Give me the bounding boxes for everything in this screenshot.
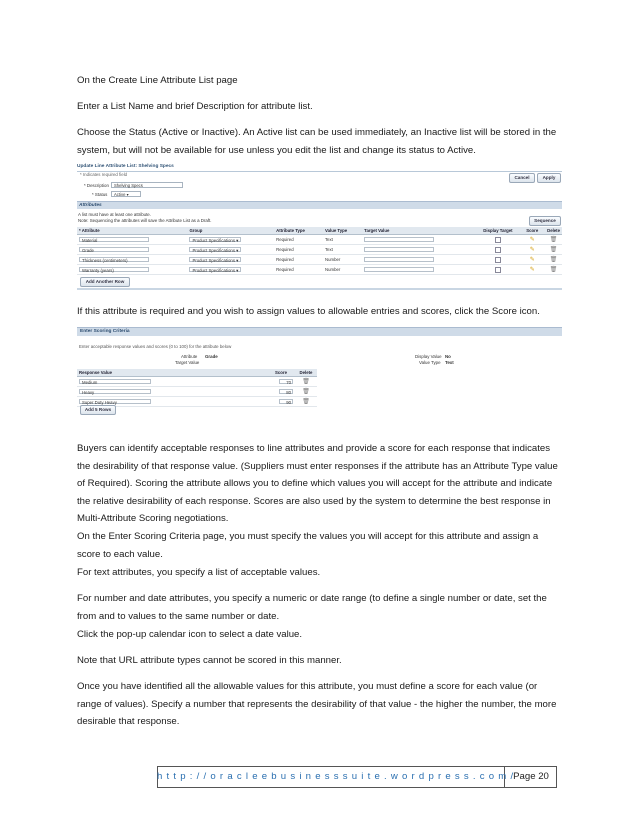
attribute-type: Required xyxy=(274,265,323,275)
sequence-button[interactable]: Sequence xyxy=(529,216,561,226)
score-pencil-icon[interactable]: ✎ xyxy=(529,257,535,263)
paragraph-intro: On the Create Line Attribute List page xyxy=(77,75,238,86)
col-delete: Delete xyxy=(295,369,317,377)
delete-trash-icon[interactable]: 🗑 xyxy=(549,257,558,263)
group-select[interactable]: Product Specifications ▾ xyxy=(189,247,241,252)
col-target-value: Target Value xyxy=(362,227,476,235)
description-field[interactable]: Shelving Specs xyxy=(111,182,183,188)
col-delete: Delete xyxy=(547,228,560,233)
table-row xyxy=(77,255,562,265)
attribute-value: Grade xyxy=(205,354,218,359)
screenshot-scoring-criteria xyxy=(77,327,562,427)
table-row xyxy=(77,265,562,275)
paragraph-allowable-values: Once you have identified all the allowable values for this attribute, you must define a score for each value (or range of values). Specify a number that represents the desirability of that value - the higher the number, the more desirable that response. xyxy=(77,681,557,727)
delete-trash-icon[interactable]: 🗑 xyxy=(549,247,558,253)
shot1-title: Update Line Attribute List: Shelving Specs xyxy=(77,164,174,169)
col-response-value: Response Value xyxy=(77,369,267,377)
value-type: Number xyxy=(323,265,362,275)
value-type: Text xyxy=(445,360,454,365)
sequence-note: Note: Sequencing the attributes will save the Attribute List as a Draft. xyxy=(78,218,212,223)
paragraph-status: Choose the Status (Active or Inactive). An Active list can be used immediately, an Inactive list will be stored in the system, but will not be available for use unless you edit the list and change its status to Active. xyxy=(77,127,557,156)
attributes-table xyxy=(77,227,562,275)
table-row xyxy=(77,387,317,397)
target-value-input[interactable] xyxy=(364,237,434,242)
target-value-input[interactable] xyxy=(364,247,434,252)
score-input[interactable]: 90 xyxy=(279,399,293,404)
target-value-label: Target Value xyxy=(175,360,200,365)
group-select[interactable]: Product Specifications ▾ xyxy=(189,267,241,272)
required-note: * Indicates required field xyxy=(80,172,128,177)
display-value-label: Display Value xyxy=(415,354,442,359)
value-type-label: Value Type xyxy=(419,360,441,365)
description-label: * Description xyxy=(84,183,109,188)
status-label: * Status xyxy=(92,192,108,197)
col-attribute: * Attribute xyxy=(77,227,187,235)
delete-trash-icon[interactable]: 🗑 xyxy=(549,237,558,243)
paragraph-buyers: Buyers can identify acceptable responses to line attributes and provide a score for each response that indicates the desirability of that response value. (Suppliers must enter responses if the attribute has an Attribute Type value of Required). Scoring the attribute allows you to define which values you will accept for the attribute and indicate the relative desirability of each response. Scores are also used by the system to determine the best response in Multi-Attribute Scoring negotiations. xyxy=(77,443,558,524)
status-select[interactable]: Active ▾ xyxy=(111,191,141,197)
score-input[interactable]: 80 xyxy=(279,389,293,394)
col-display-target: Display Target xyxy=(476,227,519,235)
paragraph-scoring-page: On the Enter Scoring Criteria page, you must specify the values you will accept for this attribute and assign a score to each value. xyxy=(77,531,539,560)
attributes-section-header: Attributes xyxy=(77,201,562,209)
apply-button[interactable]: Apply xyxy=(537,173,561,183)
paragraph-list-name: Enter a List Name and brief Description for attribute list. xyxy=(77,101,313,112)
value-type: Text xyxy=(323,235,362,245)
cancel-button[interactable]: Cancel xyxy=(509,173,535,183)
col-attribute-type: Attribute Type xyxy=(274,227,323,235)
screenshot-update-attribute-list xyxy=(77,163,562,290)
col-score: Score xyxy=(519,227,545,235)
score-input[interactable]: 70 xyxy=(279,379,293,384)
delete-trash-icon[interactable]: 🗑 xyxy=(549,267,558,273)
target-value-input[interactable] xyxy=(364,267,434,272)
table-row xyxy=(77,377,317,387)
attribute-type: Required xyxy=(274,235,323,245)
paragraph-calendar: Click the pop-up calendar icon to select a date value. xyxy=(77,629,303,640)
footer-url-link[interactable]: http://oracleebusinesssuite.wordpress.com/ xyxy=(157,766,505,788)
display-target-checkbox[interactable] xyxy=(495,247,501,253)
paragraph-url-note: Note that URL attribute types cannot be scored in this manner. xyxy=(77,655,342,666)
response-value-input[interactable]: Medium xyxy=(79,379,151,384)
display-target-checkbox[interactable] xyxy=(495,257,501,263)
delete-trash-icon[interactable]: 🗑 xyxy=(302,399,310,405)
score-pencil-icon[interactable]: ✎ xyxy=(529,267,535,273)
table-row xyxy=(77,235,562,245)
value-type: Text xyxy=(323,245,362,255)
group-select[interactable]: Product Specifications ▾ xyxy=(189,237,241,242)
delete-trash-icon[interactable]: 🗑 xyxy=(302,389,310,395)
group-select[interactable]: Product Specifications ▾ xyxy=(189,257,241,262)
score-pencil-icon[interactable]: ✎ xyxy=(529,237,535,243)
add-another-row-button[interactable]: Add Another Row xyxy=(80,277,130,287)
paragraph-number-date: For number and date attributes, you specify a numeric or date range (to define a single number or date, set the from and to values to the same number or date. xyxy=(77,593,547,622)
attribute-note: A list must have at least one attribute. xyxy=(78,212,151,217)
col-group: Group xyxy=(187,227,274,235)
scoring-criteria-header: Enter Scoring Criteria xyxy=(77,327,562,336)
paragraph-text-attributes: For text attributes, you specify a list of acceptable values. xyxy=(77,567,321,578)
page-number: Page 20 xyxy=(513,771,549,782)
attribute-input[interactable]: Grade xyxy=(79,247,149,252)
value-type: Number xyxy=(323,255,362,265)
delete-trash-icon[interactable]: 🗑 xyxy=(302,379,310,385)
paragraph-score-icon: If this attribute is required and you wish to assign values to allowable entries and scores, click the Score icon. xyxy=(77,306,540,317)
attribute-input[interactable]: Warranty (years) xyxy=(79,267,149,272)
display-value: No xyxy=(445,354,451,359)
response-value-input[interactable]: Super Duty Heavy xyxy=(79,399,151,404)
add-5-rows-button[interactable]: Add 5 Rows xyxy=(80,405,116,415)
table-row xyxy=(77,245,562,255)
score-pencil-icon[interactable]: ✎ xyxy=(529,247,535,253)
response-value-input[interactable]: Heavy xyxy=(79,389,151,394)
col-value-type: Value Type xyxy=(323,227,362,235)
attribute-label: Attribute xyxy=(181,354,198,359)
display-target-checkbox[interactable] xyxy=(495,237,501,243)
target-value-input[interactable] xyxy=(364,257,434,262)
scoring-instructions: Enter acceptable response values and scores (0 to 100) for the attribute below xyxy=(79,344,232,349)
scoring-table xyxy=(77,369,317,407)
col-score: Score xyxy=(267,369,295,377)
attribute-type: Required xyxy=(274,245,323,255)
attribute-input[interactable]: Thickness (centimeters) xyxy=(79,257,149,262)
display-target-checkbox[interactable] xyxy=(495,267,501,273)
attribute-type: Required xyxy=(274,255,323,265)
attribute-input[interactable]: Material xyxy=(79,237,149,242)
